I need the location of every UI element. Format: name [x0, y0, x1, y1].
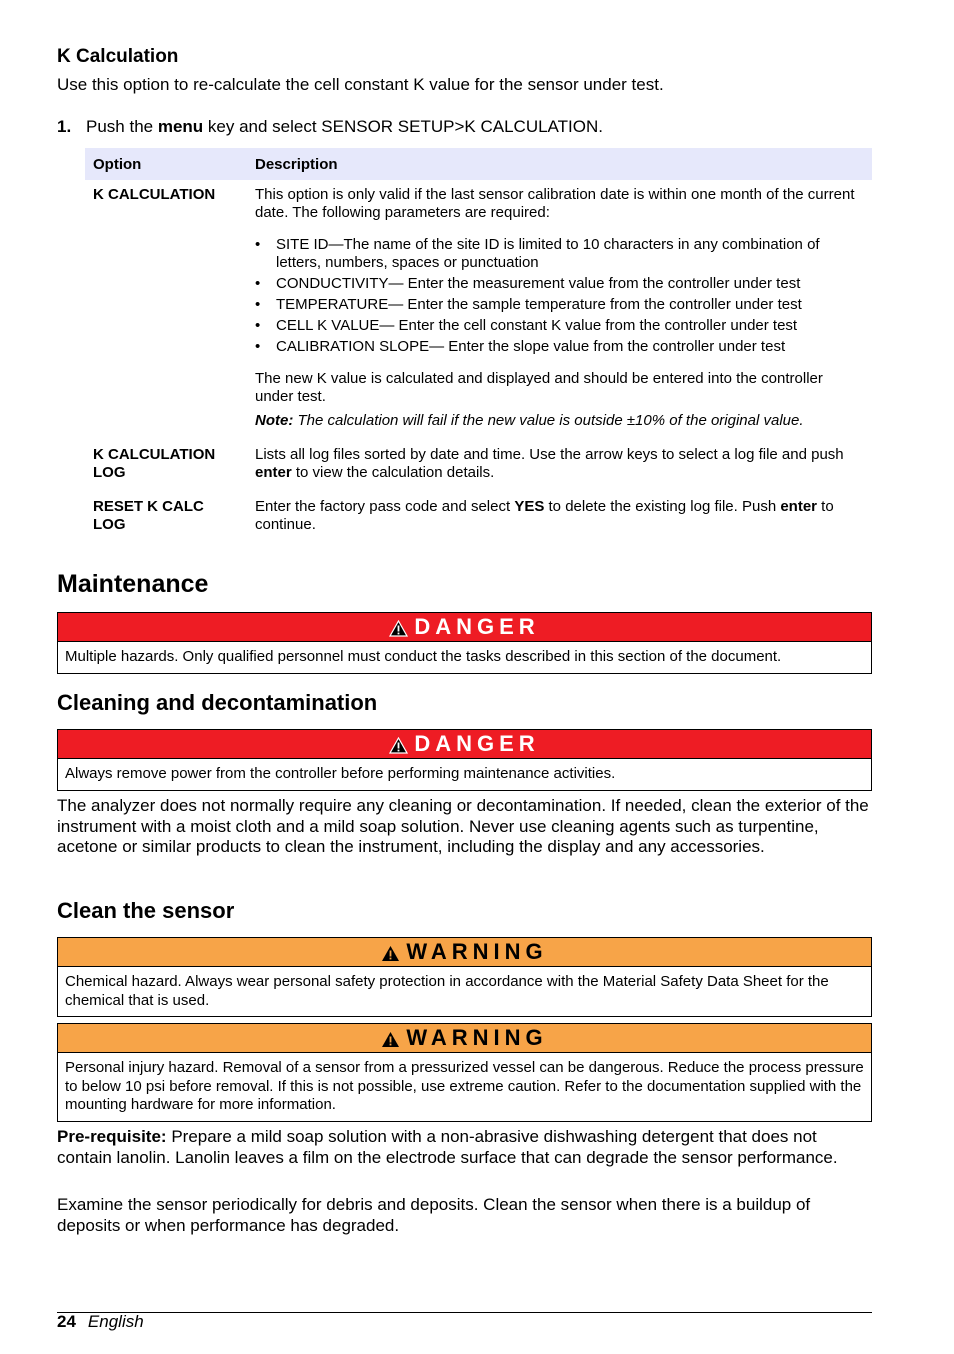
danger-label: DANGER — [414, 731, 540, 756]
list-item-text: TEMPERATURE— Enter the sample temperature from the controller under test — [276, 296, 802, 313]
description-text: Enter the factory pass code and select — [255, 498, 515, 515]
list-item-text: CONDUCTIVITY— Enter the measurement value from the controller under test — [276, 275, 801, 292]
page-footer — [57, 1312, 144, 1332]
warning-banner — [58, 938, 871, 967]
list-item — [255, 317, 864, 335]
warning-label: WARNING — [406, 939, 548, 964]
page-number: 24 — [57, 1312, 76, 1331]
examine-paragraph: Examine the sensor periodically for debris and deposits. Clean the sensor when there is a buildup of deposits or when performance has degraded. — [57, 1195, 811, 1235]
table-header-row — [85, 148, 872, 180]
note-text: The calculation will fail if the new value is outside ±10% of the original value. — [293, 412, 804, 429]
cleaning-body: The analyzer does not normally require any cleaning or decontamination. If needed, clean the exterior of the instrument with a moist cloth and a mild soap solution. Never use cleaning agents such as turpentine, acetone or similar products to clean the instrument, including the display and any accessories. — [57, 796, 869, 856]
table-row — [85, 440, 872, 492]
bullet-icon: • — [255, 296, 261, 313]
key-enter: enter — [255, 464, 292, 481]
step-1 — [57, 117, 603, 137]
description-text: to continue. — [255, 498, 834, 533]
step-text-pre: Push the — [86, 117, 158, 136]
key-yes: YES — [514, 498, 545, 515]
warning-triangle-icon — [381, 1031, 400, 1048]
column-header-description: Description — [247, 148, 872, 180]
warning-triangle-icon — [381, 945, 400, 962]
prerequisite-label: Pre-requisite: — [57, 1127, 167, 1146]
list-item — [255, 296, 864, 314]
prerequisite-text: Prepare a mild soap solution with a non-abrasive dishwashing detergent that does not contain lanolin. Lanolin leaves a film on the electrode surface that can degrade the sensor performance. — [57, 1127, 838, 1167]
step-menu-key: menu — [157, 117, 204, 136]
list-item — [255, 338, 864, 356]
option-name: K CALCULATION — [93, 186, 216, 203]
footer-language: English — [87, 1312, 144, 1331]
note-label: Note: — [255, 412, 294, 429]
prerequisite-paragraph — [57, 1127, 872, 1168]
description-text: to view the calculation details. — [291, 464, 495, 481]
description-outro: The new K value is calculated and displayed and should be entered into the controller under test. — [255, 370, 823, 405]
warning-message: Personal injury hazard. Removal of a sensor from a pressurized vessel can be dangerous. Reduce the process pressure to below 10 psi before removal. If this is not possible, use extreme caution. Refer to the documentation supplied with the mounting hardware for more information. — [65, 1059, 864, 1113]
option-name: K CALCULATION LOG — [93, 446, 216, 481]
k-calculation-intro: Use this option to re-calculate the cell constant K value for the sensor under test. — [57, 75, 664, 94]
option-name: RESET K CALC LOG — [93, 498, 204, 533]
danger-message: Always remove power from the controller before performing maintenance activities. — [65, 765, 616, 782]
key-enter: enter — [780, 498, 818, 515]
cleaning-heading: Cleaning and decontamination — [57, 690, 378, 715]
column-header-option: Option — [85, 148, 247, 180]
danger-box-cleaning — [57, 729, 872, 791]
warning-triangle-icon — [389, 737, 408, 754]
list-item-text: CALIBRATION SLOPE— Enter the slope value from the controller under test — [276, 338, 786, 355]
description-text: Lists all log files sorted by date and time. Use the arrow keys to select a log file and push — [255, 446, 844, 463]
description-text: to delete the existing log file. Push — [544, 498, 781, 515]
option-description — [247, 180, 872, 440]
danger-label: DANGER — [414, 614, 540, 639]
step-number: 1. — [57, 117, 72, 136]
bullet-icon: • — [255, 338, 261, 355]
step-text-post: key and select SENSOR SETUP>K CALCULATION. — [203, 117, 603, 136]
description-intro: This option is only valid if the last sensor calibration date is within one month of the current date. The following parameters are required: — [255, 186, 855, 221]
list-item — [255, 236, 864, 272]
footer-divider — [57, 1312, 872, 1313]
table-row — [85, 492, 872, 544]
note — [255, 412, 864, 430]
list-item — [255, 275, 864, 293]
list-item-text: SITE ID—The name of the site ID is limited to 10 characters in any combination of letters, numbers, spaces or punctuation — [276, 236, 820, 271]
option-description — [247, 492, 872, 544]
warning-box-chemical — [57, 937, 872, 1017]
maintenance-heading: Maintenance — [57, 570, 209, 598]
k-calculation-heading: K Calculation — [57, 46, 179, 67]
bullet-icon: • — [255, 317, 261, 334]
option-description — [247, 440, 872, 492]
warning-label: WARNING — [406, 1025, 548, 1050]
options-table — [85, 148, 872, 544]
table-row — [85, 180, 872, 440]
danger-message: Multiple hazards. Only qualified personnel must conduct the tasks described in this section of the document. — [65, 648, 782, 665]
bullet-icon: • — [255, 275, 261, 292]
danger-banner — [58, 613, 871, 642]
parameter-list — [255, 236, 864, 356]
bullet-icon: • — [255, 236, 261, 253]
clean-sensor-heading: Clean the sensor — [57, 898, 235, 923]
warning-banner — [58, 1024, 871, 1053]
warning-triangle-icon — [389, 620, 408, 637]
warning-box-pressure — [57, 1023, 872, 1122]
list-item-text: CELL K VALUE— Enter the cell constant K value from the controller under test — [276, 317, 798, 334]
danger-box-maintenance — [57, 612, 872, 674]
danger-banner — [58, 730, 871, 759]
warning-message: Chemical hazard. Always wear personal safety protection in accordance with the Material Safety Data Sheet for the chemical that is used. — [65, 973, 829, 1009]
